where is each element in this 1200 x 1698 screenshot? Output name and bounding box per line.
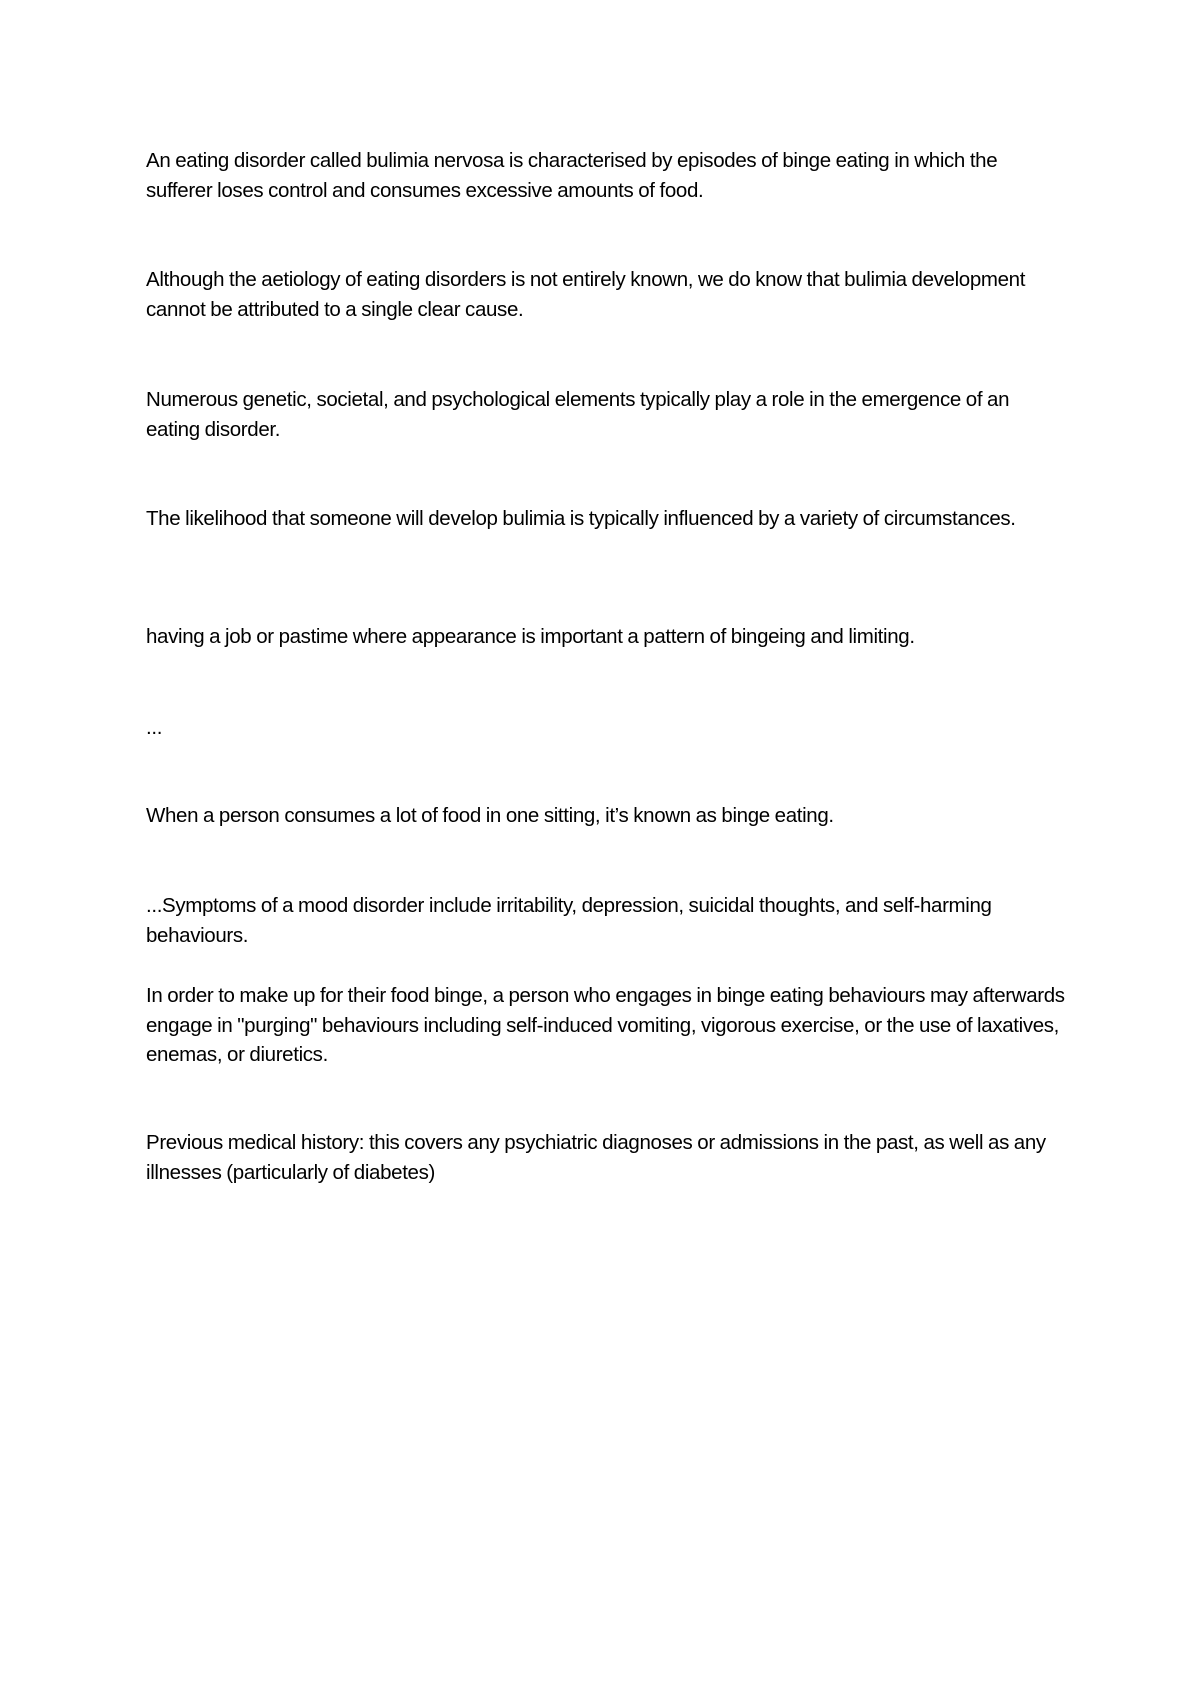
- paragraph-purging: In order to make up for their food binge, a person who engages in binge eating behaviours may afterwards engage in "purging" behaviours including self-induced vomiting, vigorous exercise, or the use of laxatives, enemas, or diuretics.: [146, 984, 1065, 1066]
- paragraph-bulimia-definition: An eating disorder called bulimia nervosa is characterised by episodes of binge eating in which the sufferer loses control and consumes excessive amounts of food.: [146, 149, 998, 202]
- paragraph-medical-history: Previous medical history: this covers any psychiatric diagnoses or admissions in the past, as well as any illnesses (particularly of diabetes): [146, 1131, 1046, 1184]
- paragraph-likelihood: The likelihood that someone will develop bulimia is typically influenced by a variety of circumstances.: [146, 507, 1016, 530]
- paragraph-appearance-job: having a job or pastime where appearance is important a pattern of bingeing and limiting.: [146, 625, 915, 648]
- paragraph-aetiology: Although the aetiology of eating disorders is not entirely known, we do know that bulimia development cannot be attributed to a single clear cause.: [146, 268, 1026, 321]
- paragraph-contributing-elements: Numerous genetic, societal, and psychological elements typically play a role in the emergence of an eating disorder.: [146, 388, 1010, 441]
- paragraph-binge-eating: When a person consumes a lot of food in one sitting, it’s known as binge eating.: [146, 804, 834, 827]
- paragraph-ellipsis: ...: [146, 716, 163, 739]
- paragraph-mood-disorder: ...Symptoms of a mood disorder include irritability, depression, suicidal thoughts, and self-harming behaviours.: [146, 894, 992, 947]
